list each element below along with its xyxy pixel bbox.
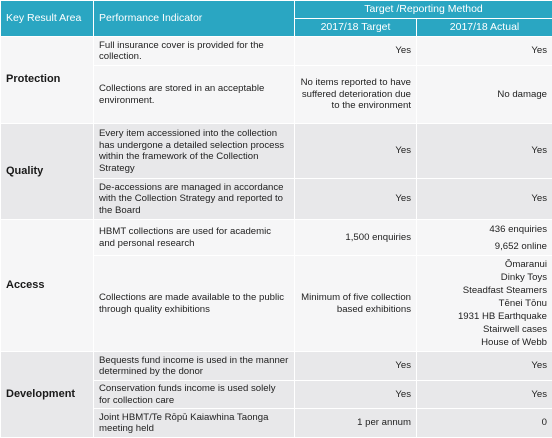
- actual-cell: Yes: [417, 381, 552, 409]
- actual-line: 9,652 online: [422, 240, 547, 253]
- target-cell: Yes: [295, 124, 417, 179]
- actual-line: Tēnei Tōnu: [422, 297, 547, 310]
- table-row: [1, 37, 552, 66]
- target-cell: Yes: [295, 179, 417, 220]
- header-key-result-area: Key Result Area: [1, 1, 94, 37]
- target-cell: Minimum of five collection based exhibitions: [295, 256, 417, 352]
- table-row: [1, 352, 552, 381]
- indicator-cell: Bequests fund income is used in the manner determined by the donor: [94, 352, 295, 381]
- header-performance-indicator: Performance Indicator: [94, 1, 295, 37]
- actual-cell: Yes: [417, 179, 552, 220]
- indicator-cell: Conservation funds income is used solely for collection care: [94, 381, 295, 409]
- header-target: 2017/18 Target: [295, 19, 417, 37]
- actual-cell: [417, 220, 552, 256]
- area-access: Access: [1, 220, 94, 352]
- target-cell: 1 per annum: [295, 409, 417, 438]
- header-actual: 2017/18 Actual: [417, 19, 552, 37]
- actual-cell: No damage: [417, 66, 552, 124]
- table-row: [1, 220, 552, 256]
- table-row: [1, 124, 552, 179]
- actual-cell: Yes: [417, 124, 552, 179]
- actual-cell: [417, 256, 552, 352]
- target-cell: No items reported to have suffered deterioration due to the environment: [295, 66, 417, 124]
- indicator-cell: Every item accessioned into the collection has undergone a detailed selection process within the framework of the Collection Strategy: [94, 124, 295, 179]
- indicator-cell: Joint HBMT/Te Rōpū Kaiawhina Taonga meeting held: [94, 409, 295, 438]
- target-cell: Yes: [295, 381, 417, 409]
- area-protection: Protection: [1, 37, 94, 124]
- actual-cell: Yes: [417, 352, 552, 381]
- actual-line: Stairwell cases: [422, 323, 547, 336]
- actual-line: Ōmaranui: [422, 258, 547, 271]
- actual-cell: 0: [417, 409, 552, 438]
- indicator-cell: HBMT collections are used for academic and personal research: [94, 220, 295, 256]
- actual-line: 1931 HB Earthquake: [422, 310, 547, 323]
- actual-line: 436 enquiries: [422, 223, 547, 236]
- actual-cell: Yes: [417, 37, 552, 66]
- actual-line: Dinky Toys: [422, 271, 547, 284]
- header-target-reporting: Target /Reporting Method: [295, 1, 552, 19]
- actual-line: House of Webb: [422, 336, 547, 349]
- target-cell: Yes: [295, 352, 417, 381]
- indicator-cell: Full insurance cover is provided for the collection.: [94, 37, 295, 66]
- target-cell: Yes: [295, 37, 417, 66]
- indicator-cell: Collections are stored in an acceptable environment.: [94, 66, 295, 124]
- target-cell: 1,500 enquiries: [295, 220, 417, 256]
- actual-line: Steadfast Steamers: [422, 284, 547, 297]
- indicator-cell: Collections are made available to the public through quality exhibitions: [94, 256, 295, 352]
- area-development: Development: [1, 352, 94, 438]
- indicator-cell: De-accessions are managed in accordance with the Collection Strategy and reported to the Board: [94, 179, 295, 220]
- area-quality: Quality: [1, 124, 94, 220]
